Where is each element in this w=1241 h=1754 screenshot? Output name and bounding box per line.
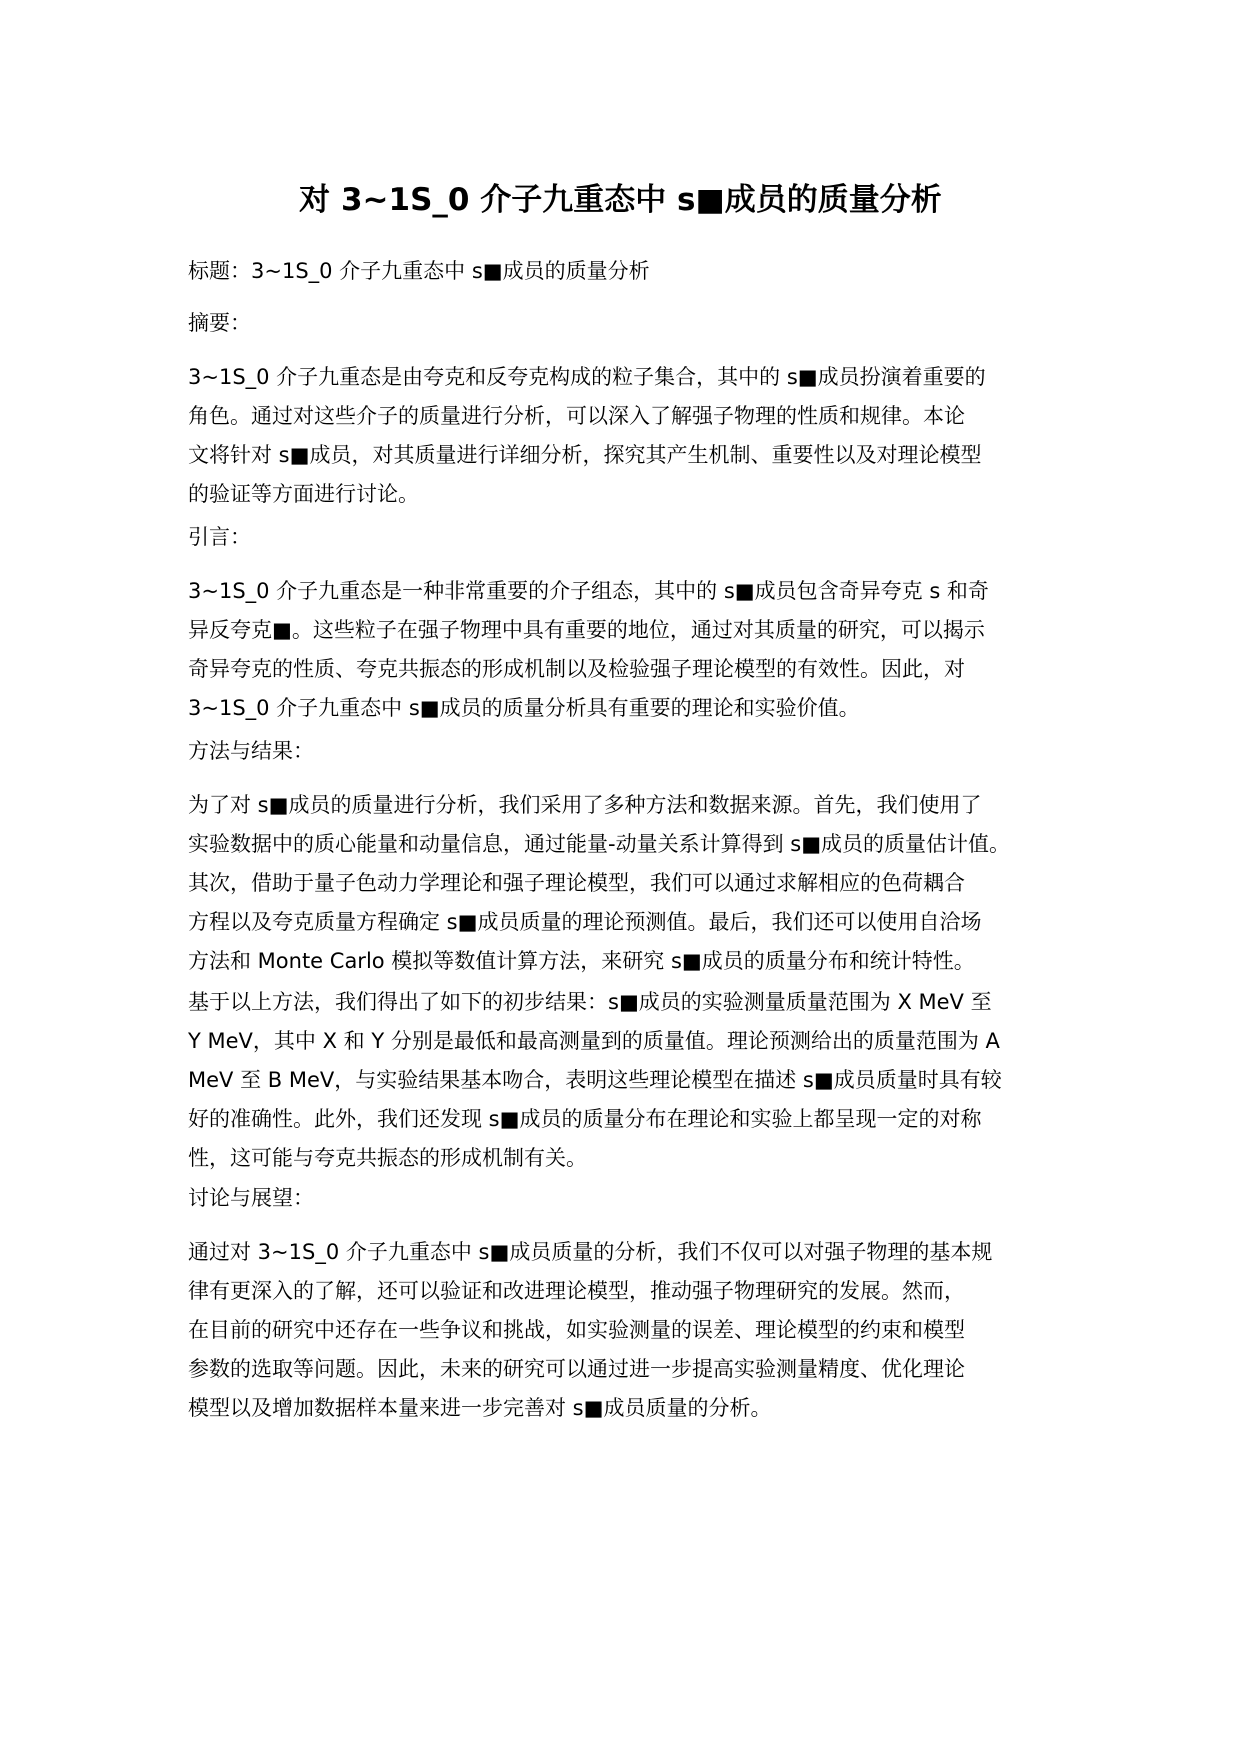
- discussion-line: 在目前的研究中还存在一些争议和挑战，如实验测量的误差、理论模型的约束和模型: [188, 1318, 965, 1342]
- intro-line: 奇异夸克的性质、夸克共振态的形成机制以及检验强子理论模型的有效性。因此，对: [188, 657, 965, 681]
- discussion-heading-text: 讨论与展望：: [188, 1186, 314, 1210]
- discussion-heading: [188, 1179, 1068, 1218]
- discussion-line: 参数的选取等问题。因此，未来的研究可以通过进一步提高实验测量精度、优化理论: [188, 1357, 965, 1381]
- methods-line: 方法和 Monte Carlo 模拟等数值计算方法，来研究 s■成员的质量分布和统计特性。: [188, 949, 975, 973]
- results-line: 好的准确性。此外，我们还发现 s■成员的质量分布在理论和实验上都呈现一定的对称: [188, 1107, 982, 1131]
- methods-heading: [188, 732, 1068, 771]
- abstract-line: 文将针对 s■成员，对其质量进行详细分析，探究其产生机制、重要性以及对理论模型: [188, 443, 982, 467]
- abstract-line: 的验证等方面进行讨论。: [188, 482, 419, 506]
- results-line: Y MeV，其中 X 和 Y 分别是最低和最高测量到的质量值。理论预测给出的质量范围为 A: [188, 1029, 1000, 1053]
- abstract-paragraph: [188, 358, 1068, 514]
- intro-paragraph: [188, 572, 1068, 728]
- abstract-heading: [188, 304, 1068, 343]
- intro-line: 3~1S_0 介子九重态中 s■成员的质量分析具有重要的理论和实验价值。: [188, 696, 860, 720]
- methods-line: 实验数据中的质心能量和动量信息，通过能量-动量关系计算得到 s■成员的质量估计值。: [188, 832, 1011, 856]
- results-paragraph: [188, 983, 1068, 1178]
- results-line: 基于以上方法，我们得出了如下的初步结果：s■成员的实验测量质量范围为 X MeV 至: [188, 990, 992, 1014]
- results-line: MeV 至 B MeV，与实验结果基本吻合，表明这些理论模型在描述 s■成员质量时具有较: [188, 1068, 1002, 1092]
- methods-line: 其次，借助于量子色动力学理论和强子理论模型，我们可以通过求解相应的色荷耦合: [188, 871, 965, 895]
- intro-heading: [188, 518, 1068, 557]
- methods-line: 为了对 s■成员的质量进行分析，我们采用了多种方法和数据来源。首先，我们使用了: [188, 793, 982, 817]
- intro-line: 3~1S_0 介子九重态是一种非常重要的介子组态，其中的 s■成员包含奇异夸克 s 和奇: [188, 579, 989, 603]
- title-line-text: 标题：3~1S_0 介子九重态中 s■成员的质量分析: [188, 259, 650, 283]
- methods-line: 方程以及夸克质量方程确定 s■成员质量的理论预测值。最后，我们还可以使用自洽场: [188, 910, 982, 934]
- intro-line: 异反夸克■。这些粒子在强子物理中具有重要的地位，通过对其质量的研究，可以揭示: [188, 618, 985, 642]
- discussion-line: 通过对 3~1S_0 介子九重态中 s■成员质量的分析，我们不仅可以对强子物理的基本规: [188, 1240, 993, 1264]
- intro-heading-text: 引言：: [188, 525, 251, 549]
- abstract-line: 3~1S_0 介子九重态是由夸克和反夸克构成的粒子集合，其中的 s■成员扮演着重要的: [188, 365, 986, 389]
- title-line: [188, 252, 1068, 291]
- methods-heading-text: 方法与结果：: [188, 739, 314, 763]
- discussion-line: 律有更深入的了解，还可以验证和改进理论模型，推动强子物理研究的发展。然而，: [188, 1279, 965, 1303]
- abstract-heading-text: 摘要：: [188, 311, 251, 335]
- discussion-line: 模型以及增加数据样本量来进一步完善对 s■成员质量的分析。: [188, 1396, 772, 1420]
- results-line: 性，这可能与夸克共振态的形成机制有关。: [188, 1146, 587, 1170]
- abstract-line: 角色。通过对这些介子的质量进行分析，可以深入了解强子物理的性质和规律。本论: [188, 404, 965, 428]
- discussion-paragraph: [188, 1233, 1068, 1428]
- document-title: 对 3~1S_0 介子九重态中 s■成员的质量分析: [299, 182, 942, 218]
- methods-paragraph: [188, 786, 1068, 981]
